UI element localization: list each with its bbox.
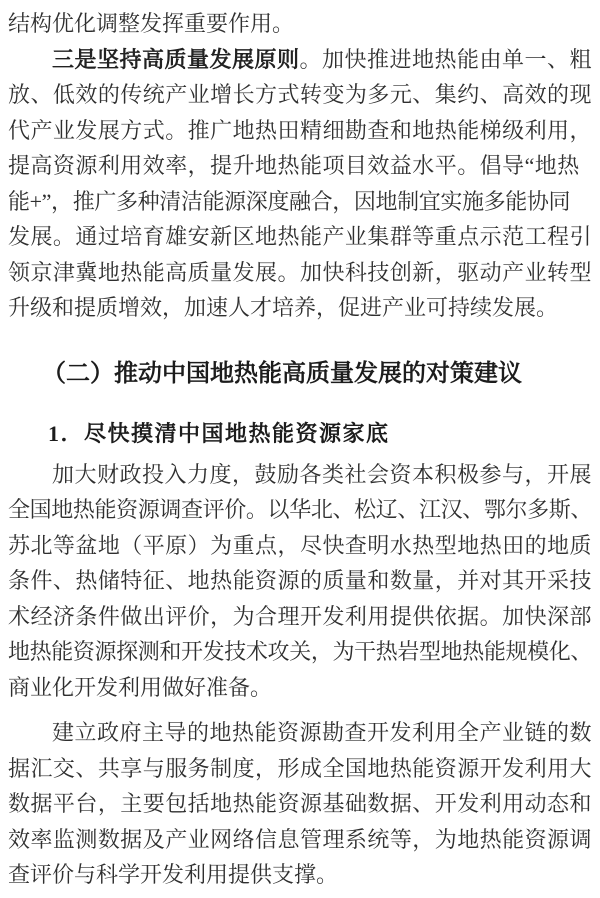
text-line: 发展。通过培育雄安新区地热能产业集群等重点示范工程引 bbox=[8, 224, 592, 249]
text-line: 地热能资源探测和开发技术攻关，为干热岩型地热能规模化、 bbox=[8, 639, 593, 664]
text-line: 放、低效的传统产业增长方式转变为多元、集约、高效的现 bbox=[8, 82, 592, 107]
section-heading: （二）推动中国地热能高质量发展的对策建议 bbox=[42, 359, 522, 387]
text-line: 据汇交、共享与服务制度，形成全国地热能资源开发利用大 bbox=[8, 755, 592, 781]
text-line: 加大财政投入力度，鼓励各类社会资本积极参与，开展 bbox=[52, 461, 593, 487]
text-line: 条件、热储特征、地热能资源的质量和数量，并对其开采技 bbox=[8, 568, 592, 593]
paragraph-data-platform bbox=[8, 715, 592, 893]
text-line: 苏北等盆地（平原）为重点，尽快查明水热型地热田的地质 bbox=[8, 532, 592, 558]
text-line: 术经济条件做出评价，为合理开发利用提供依据。加快深部 bbox=[8, 603, 592, 629]
text-line: 升级和提质增效，加速人才培养，促进产业可持续发展。 bbox=[8, 295, 559, 320]
paragraph-principle-3 bbox=[8, 42, 592, 326]
text-line: 商业化开发利用做好准备。 bbox=[8, 674, 273, 700]
text-line bbox=[8, 42, 592, 78]
bold-lead-text: 三是坚持高质量发展原则 bbox=[52, 46, 300, 72]
text-line: 数据平台，主要包括地热能资源基础数据、开发利用动态和 bbox=[8, 791, 592, 816]
text-line: 领京津冀地热能高质量发展。加快科技创新，驱动产业转型 bbox=[8, 259, 592, 285]
text-line: 查评价与科学开发利用提供支撑。 bbox=[8, 862, 339, 887]
text-line: 建立政府主导的地热能资源勘查开发利用全产业链的数 bbox=[52, 720, 593, 745]
text-line: 能+”，推广多种清洁能源深度融合，因地制宜实施多能协同 bbox=[8, 188, 571, 214]
text-line: 全国地热能资源调查评价。以华北、松辽、江汉、鄂尔多斯、 bbox=[8, 497, 593, 522]
text-line: 代产业发展方式。推广地热田精细勘查和地热能梯级利用， bbox=[8, 117, 592, 143]
text-line: 结构优化调整发挥重要作用。 bbox=[8, 11, 295, 36]
paragraph-continued bbox=[8, 6, 592, 42]
text-line: 提高资源利用效率，提升地热能项目效益水平。倡导“地热 bbox=[8, 153, 580, 178]
subsection-heading: 1．尽快摸清中国地热能资源家底 bbox=[48, 420, 390, 446]
paragraph-survey bbox=[8, 457, 592, 706]
lead-rest-text: 。加快推进地热能由单一、粗 bbox=[299, 46, 593, 72]
text-line: 效率监测数据及产业网络信息管理系统等，为地热能资源调 bbox=[8, 826, 592, 852]
